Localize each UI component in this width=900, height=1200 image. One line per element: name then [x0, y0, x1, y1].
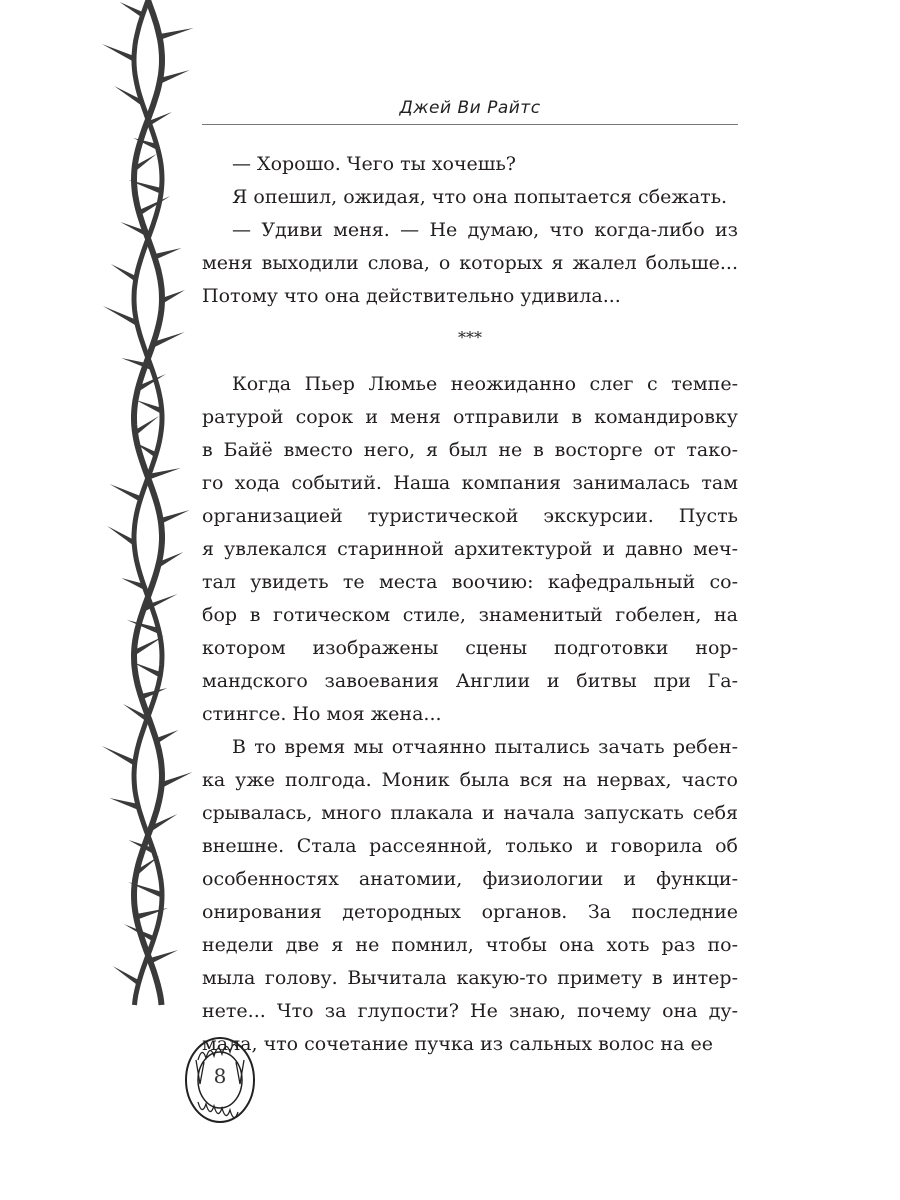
text-line: стингсе. Но моя жена...	[202, 703, 442, 725]
thorn	[111, 264, 136, 282]
thorn	[136, 400, 162, 414]
thorn	[160, 70, 190, 84]
header-rule	[202, 124, 738, 125]
section-after	[202, 368, 738, 1061]
thorn	[160, 28, 194, 40]
text-line: я увлекался старинной архитектурой и давно меч-	[202, 538, 738, 560]
thorn	[103, 306, 137, 326]
thorn	[102, 44, 134, 62]
text-line: — Хорошо. Чего ты хочешь?	[232, 153, 516, 175]
thorn	[154, 248, 181, 260]
running-header-author: Джей Ви Райтс	[399, 98, 541, 118]
thorn	[120, 2, 143, 18]
text-line: В то время мы отчаянно пытались зачать ребен-	[232, 736, 738, 758]
text-line: внешне. Стала рассеянной, только и говорила об	[202, 835, 738, 857]
text-line: онирования детородных органов. За последние	[202, 901, 738, 923]
text-line: мандского завоевания Англии и битвы при Га-	[202, 670, 738, 692]
page-body	[202, 148, 738, 1061]
text-line: недели две я не помнил, чтобы она хоть раз по-	[202, 934, 738, 956]
text-line: — Удиви меня. — Не думаю, что когда-либо из	[232, 219, 738, 241]
text-line: мала, что сочетание пучка из сальных волос на ее	[202, 1033, 713, 1055]
thorn	[107, 526, 134, 546]
text-line: меня выходили слова, о которых я жалел больше...	[202, 252, 738, 274]
text-line: особенностях анатомии, физиологии и функци-	[202, 868, 738, 890]
text-line: мыла голову. Вычитала какую-то примету в интер-	[202, 967, 738, 989]
thorn	[136, 908, 168, 920]
text-line: котором изображены сцены подготовки нор-	[202, 637, 738, 659]
text-line: тал увидеть те места воочию: кафедральный со-	[202, 571, 738, 593]
text-line: срывалась, много плакала и начала запускать себя	[202, 802, 738, 824]
text-line: в Байё вместо него, я был не в восторге от тако-	[202, 439, 738, 461]
text-line: Я опешил, ожидая, что она попытается сбежать.	[232, 186, 728, 208]
section-before	[202, 148, 738, 313]
thorn	[161, 510, 190, 524]
section-separator: ***	[458, 328, 482, 347]
thorn	[102, 746, 135, 766]
text-line: го хода событий. Наша компания занималась там	[202, 472, 738, 494]
text-line: ка уже полгода. Моник была вся на нервах, часто	[202, 769, 738, 791]
text-line: Когда Пьер Люмье неожиданно слег с темпе-	[232, 373, 738, 395]
text-line: нете... Что за глупости? Не знаю, почему она ду-	[202, 1000, 738, 1022]
page-number: 8	[213, 1064, 227, 1088]
thorn	[162, 290, 185, 304]
thorn	[109, 798, 138, 810]
text-line: Потому что она действительно удивила...	[202, 285, 621, 307]
text-line: ратурой сорок и меня отправили в командировку	[202, 406, 738, 428]
thorn-vine-ornament	[95, 0, 205, 1010]
page-number-ornament	[180, 1030, 260, 1130]
thorn	[150, 950, 178, 964]
text-line: бор в готическом стиле, знаменитый гобелен, на	[202, 604, 738, 626]
thorn	[110, 484, 141, 502]
text-line: организацией туристической экскурсии. Пусть	[202, 505, 738, 527]
thorn	[135, 416, 159, 436]
thorn	[113, 966, 139, 986]
thorn	[162, 772, 193, 788]
